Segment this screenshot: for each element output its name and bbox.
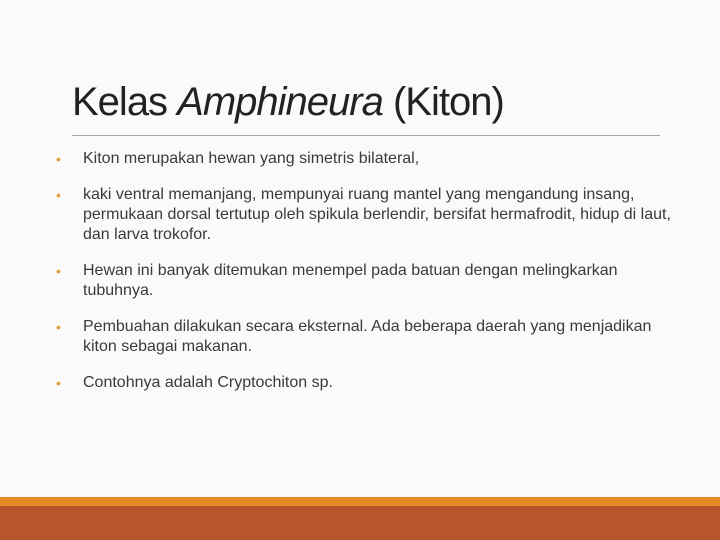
bullet-icon: •	[56, 187, 61, 203]
title-part-3: (Kiton)	[382, 80, 504, 124]
footer-accent-band	[0, 497, 720, 506]
bullet-text: Pembuahan dilakukan secara eksternal. Ada beberapa daerah yang menjadikan kiton sebagai makanan.	[83, 318, 652, 355]
bullet-item	[56, 185, 676, 245]
bullet-list	[56, 149, 676, 409]
bullet-item	[56, 373, 676, 393]
bullet-icon: •	[56, 319, 61, 335]
bullet-icon: •	[56, 375, 61, 391]
bullet-item	[56, 317, 676, 357]
bullet-icon: •	[56, 151, 61, 167]
footer-band	[0, 506, 720, 540]
bullet-text: kaki ventral memanjang, mempunyai ruang mantel yang mengandung insang, permukaan dorsal tertutup oleh spikula berlendir, bersifat hermafrodit, hidup di laut, dan larva trokofor.	[83, 186, 671, 243]
bullet-item	[56, 261, 676, 301]
title-part-1: Kelas	[72, 80, 178, 124]
bullet-text: Kiton merupakan hewan yang simetris bilateral,	[83, 150, 420, 167]
title-divider	[72, 135, 660, 136]
bullet-text: Contohnya adalah Cryptochiton sp.	[83, 374, 333, 391]
bullet-text: Hewan ini banyak ditemukan menempel pada batuan dengan melingkarkan tubuhnya.	[83, 262, 618, 299]
slide-title	[72, 78, 504, 126]
bullet-item	[56, 149, 676, 169]
bullet-icon: •	[56, 263, 61, 279]
title-italic-taxon: Amphineura	[177, 80, 383, 124]
